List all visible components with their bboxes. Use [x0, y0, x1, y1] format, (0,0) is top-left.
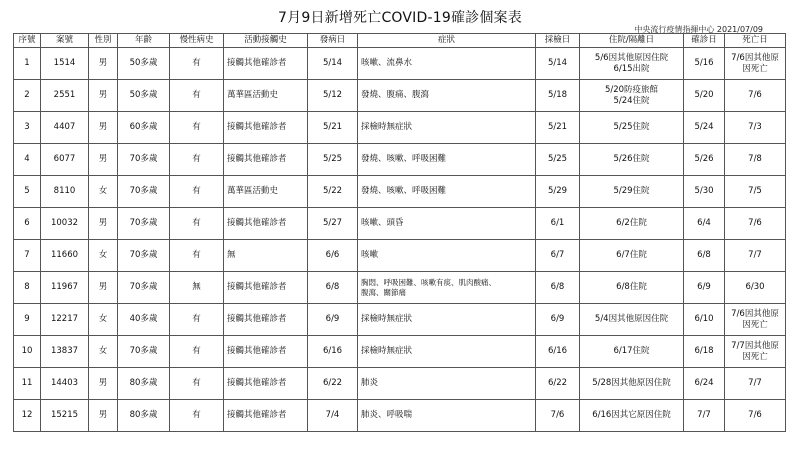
cell-chronic: 有 [170, 336, 224, 368]
cell-contact: 接觸其他確診者 [224, 400, 308, 432]
cell-onset: 6/9 [308, 304, 358, 336]
table-row [14, 240, 786, 272]
cell-onset: 5/21 [308, 112, 358, 144]
table-row [14, 48, 786, 80]
table-body [14, 48, 786, 432]
cell-death-date: 7/6因其他原因死亡 [725, 304, 786, 336]
cell-contact: 接觸其他確診者 [224, 48, 308, 80]
cell-confirm-date: 5/24 [684, 112, 725, 144]
cell-onset: 5/25 [308, 144, 358, 176]
cell-seq: 3 [14, 112, 41, 144]
table-row [14, 80, 786, 112]
cell-death-date: 6/30 [725, 272, 786, 304]
cell-symptoms: 發燒、咳嗽、呼吸困難 [358, 144, 536, 176]
cell-symptoms: 採檢時無症狀 [358, 336, 536, 368]
cell-contact: 萬華區活動史 [224, 80, 308, 112]
cell-seq: 4 [14, 144, 41, 176]
cell-seq: 2 [14, 80, 41, 112]
column-header-chronic: 慢性病史 [170, 34, 224, 48]
cell-case-no: 4407 [41, 112, 89, 144]
column-header-sex: 性別 [89, 34, 118, 48]
cell-onset: 7/4 [308, 400, 358, 432]
cell-symptoms: 採檢時無症狀 [358, 304, 536, 336]
cell-hospital-date: 5/29住院 [580, 176, 684, 208]
cell-chronic: 有 [170, 112, 224, 144]
cell-age: 80多歲 [118, 400, 170, 432]
cell-chronic: 有 [170, 48, 224, 80]
cell-death-date: 7/8 [725, 144, 786, 176]
cell-sex: 男 [89, 400, 118, 432]
table-row [14, 176, 786, 208]
cell-seq: 7 [14, 240, 41, 272]
cell-age: 70多歲 [118, 208, 170, 240]
cell-case-no: 10032 [41, 208, 89, 240]
table-row [14, 304, 786, 336]
cell-hospital-date: 5/25住院 [580, 112, 684, 144]
cell-contact: 接觸其他確診者 [224, 368, 308, 400]
cell-sex: 男 [89, 368, 118, 400]
cell-contact: 接觸其他確診者 [224, 272, 308, 304]
page-title: 7月9日新增死亡COVID-19確診個案表 [278, 10, 522, 26]
cell-symptoms: 咳嗽 [358, 240, 536, 272]
cell-confirm-date: 7/7 [684, 400, 725, 432]
cell-contact: 接觸其他確診者 [224, 144, 308, 176]
cell-age: 50多歲 [118, 80, 170, 112]
table-row [14, 272, 786, 304]
cell-age: 40多歲 [118, 304, 170, 336]
cell-confirm-date: 5/20 [684, 80, 725, 112]
cell-test-date: 5/29 [536, 176, 580, 208]
source-note: 中央流行疫情指揮中心 2021/07/09 [634, 25, 763, 34]
cell-confirm-date: 5/16 [684, 48, 725, 80]
column-header-confirm-date: 確診日 [684, 34, 725, 48]
cell-contact: 接觸其他確診者 [224, 112, 308, 144]
cell-confirm-date: 6/4 [684, 208, 725, 240]
cell-case-no: 11967 [41, 272, 89, 304]
cell-contact: 接觸其他確診者 [224, 304, 308, 336]
cell-case-no: 8110 [41, 176, 89, 208]
cell-seq: 12 [14, 400, 41, 432]
cases-table [13, 33, 786, 432]
cell-case-no: 6077 [41, 144, 89, 176]
cell-death-date: 7/6 [725, 80, 786, 112]
cell-onset: 5/27 [308, 208, 358, 240]
table-row [14, 208, 786, 240]
cell-symptoms: 咳嗽、流鼻水 [358, 48, 536, 80]
cell-case-no: 13837 [41, 336, 89, 368]
cell-sex: 男 [89, 208, 118, 240]
cell-case-no: 15215 [41, 400, 89, 432]
cell-test-date: 6/1 [536, 208, 580, 240]
cell-death-date: 7/6 [725, 400, 786, 432]
cell-sex: 女 [89, 336, 118, 368]
cell-symptoms: 肺炎 [358, 368, 536, 400]
cell-contact: 接觸其他確診者 [224, 208, 308, 240]
cell-confirm-date: 5/30 [684, 176, 725, 208]
cell-chronic: 有 [170, 240, 224, 272]
cell-test-date: 6/22 [536, 368, 580, 400]
cell-chronic: 有 [170, 208, 224, 240]
cell-onset: 6/22 [308, 368, 358, 400]
cell-death-date: 7/5 [725, 176, 786, 208]
cell-age: 60多歲 [118, 112, 170, 144]
column-header-symptoms: 症狀 [358, 34, 536, 48]
cell-age: 50多歲 [118, 48, 170, 80]
cell-confirm-date: 6/24 [684, 368, 725, 400]
cell-chronic: 有 [170, 144, 224, 176]
cell-test-date: 6/8 [536, 272, 580, 304]
cell-sex: 女 [89, 240, 118, 272]
cell-onset: 6/8 [308, 272, 358, 304]
table-row [14, 400, 786, 432]
column-header-age: 年齡 [118, 34, 170, 48]
cell-age: 70多歲 [118, 176, 170, 208]
cell-symptoms: 肺炎、呼吸喘 [358, 400, 536, 432]
cell-confirm-date: 5/26 [684, 144, 725, 176]
cell-sex: 男 [89, 80, 118, 112]
cell-case-no: 11660 [41, 240, 89, 272]
cell-sex: 男 [89, 144, 118, 176]
cell-test-date: 5/14 [536, 48, 580, 80]
cell-test-date: 6/16 [536, 336, 580, 368]
cell-death-date: 7/6因其他原因死亡 [725, 48, 786, 80]
column-header-onset: 發病日 [308, 34, 358, 48]
cell-test-date: 5/21 [536, 112, 580, 144]
column-header-contact: 活動接觸史 [224, 34, 308, 48]
column-header-death-date: 死亡日 [725, 34, 786, 48]
cell-sex: 女 [89, 176, 118, 208]
cell-hospital-date: 6/7住院 [580, 240, 684, 272]
cell-sex: 男 [89, 112, 118, 144]
cell-death-date: 7/7因其他原因死亡 [725, 336, 786, 368]
cell-hospital-date: 6/2住院 [580, 208, 684, 240]
cell-age: 70多歲 [118, 272, 170, 304]
column-header-case-no: 案號 [41, 34, 89, 48]
cell-contact: 無 [224, 240, 308, 272]
cell-chronic: 有 [170, 80, 224, 112]
cell-hospital-date: 6/16因其它原因住院 [580, 400, 684, 432]
cell-hospital-date: 5/20防疫旅館 5/24住院 [580, 80, 684, 112]
cell-death-date: 7/7 [725, 240, 786, 272]
cell-confirm-date: 6/10 [684, 304, 725, 336]
table-row [14, 144, 786, 176]
cell-hospital-date: 5/4因其他原因住院 [580, 304, 684, 336]
cell-symptoms: 咳嗽、頭昏 [358, 208, 536, 240]
cell-onset: 6/6 [308, 240, 358, 272]
table-row [14, 336, 786, 368]
cell-onset: 5/14 [308, 48, 358, 80]
cell-contact: 萬華區活動史 [224, 176, 308, 208]
cell-case-no: 12217 [41, 304, 89, 336]
cell-contact: 接觸其他確診者 [224, 336, 308, 368]
cell-onset: 5/22 [308, 176, 358, 208]
cell-hospital-date: 5/26住院 [580, 144, 684, 176]
cell-chronic: 有 [170, 368, 224, 400]
cell-chronic: 無 [170, 272, 224, 304]
cell-onset: 6/16 [308, 336, 358, 368]
cell-sex: 女 [89, 304, 118, 336]
cell-seq: 1 [14, 48, 41, 80]
cell-seq: 5 [14, 176, 41, 208]
cell-sex: 男 [89, 48, 118, 80]
cell-case-no: 1514 [41, 48, 89, 80]
cell-chronic: 有 [170, 304, 224, 336]
header-row [14, 34, 786, 48]
cell-hospital-date: 6/8住院 [580, 272, 684, 304]
cell-case-no: 14403 [41, 368, 89, 400]
cell-hospital-date: 5/6因其他原因住院 6/15出院 [580, 48, 684, 80]
cell-seq: 6 [14, 208, 41, 240]
cell-seq: 10 [14, 336, 41, 368]
cell-age: 70多歲 [118, 240, 170, 272]
column-header-hospital-date: 住院/隔離日 [580, 34, 684, 48]
table-row [14, 112, 786, 144]
cell-hospital-date: 6/17住院 [580, 336, 684, 368]
cell-confirm-date: 6/9 [684, 272, 725, 304]
cell-case-no: 2551 [41, 80, 89, 112]
column-header-test-date: 採檢日 [536, 34, 580, 48]
cell-test-date: 6/9 [536, 304, 580, 336]
cell-chronic: 有 [170, 400, 224, 432]
cell-age: 70多歲 [118, 336, 170, 368]
cell-seq: 8 [14, 272, 41, 304]
cell-age: 80多歲 [118, 368, 170, 400]
cell-symptoms: 採檢時無症狀 [358, 112, 536, 144]
cell-age: 70多歲 [118, 144, 170, 176]
cell-sex: 男 [89, 272, 118, 304]
cell-seq: 11 [14, 368, 41, 400]
cell-hospital-date: 5/28因其他原因住院 [580, 368, 684, 400]
cell-death-date: 7/3 [725, 112, 786, 144]
cell-symptoms: 發燒、腹痛、腹瀉 [358, 80, 536, 112]
cell-confirm-date: 6/18 [684, 336, 725, 368]
cell-test-date: 7/6 [536, 400, 580, 432]
cell-test-date: 5/18 [536, 80, 580, 112]
cell-death-date: 7/7 [725, 368, 786, 400]
cell-symptoms: 發燒、咳嗽、呼吸困難 [358, 176, 536, 208]
cell-confirm-date: 6/8 [684, 240, 725, 272]
cell-test-date: 6/7 [536, 240, 580, 272]
table-row [14, 368, 786, 400]
cell-chronic: 有 [170, 176, 224, 208]
cell-onset: 5/12 [308, 80, 358, 112]
cell-test-date: 5/25 [536, 144, 580, 176]
cell-death-date: 7/6 [725, 208, 786, 240]
column-header-seq: 序號 [14, 34, 41, 48]
cell-symptoms: 胸悶、呼吸困難、咳嗽有痰、肌肉酸痛、 腹瀉、關節痛 [358, 272, 536, 304]
cell-seq: 9 [14, 304, 41, 336]
